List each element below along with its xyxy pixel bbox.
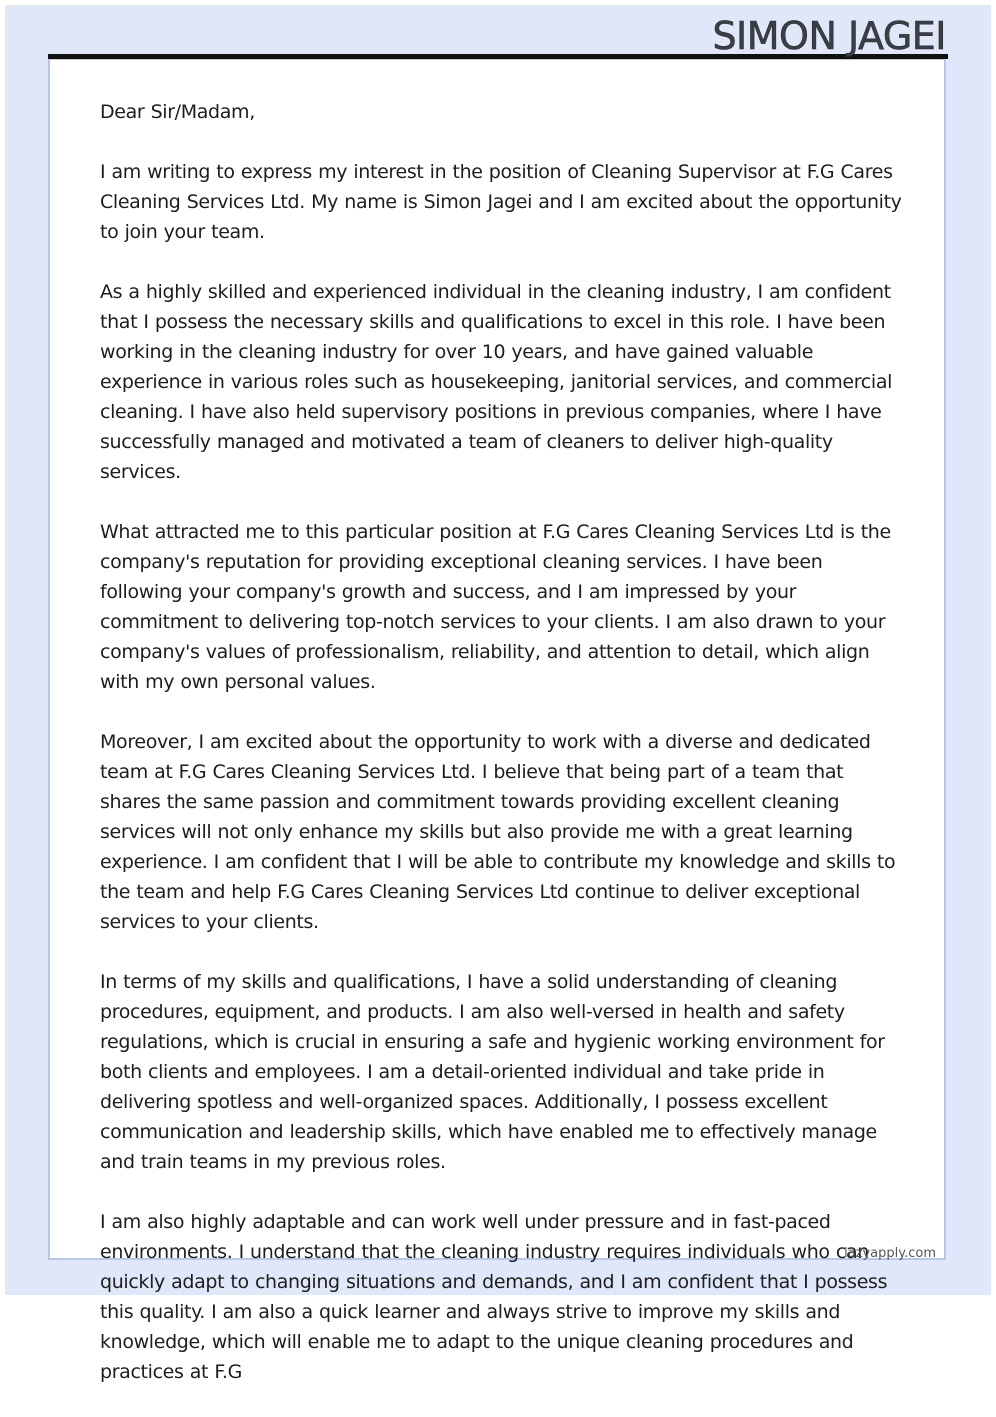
paragraph-intro: I am writing to express my interest in the position of Cleaning Supervisor at F.G Cares Cleaning Services Ltd. My name is Simon Jagei and I am excited about the opportunity to join your team. bbox=[100, 161, 902, 243]
paragraph-adaptability: I am also highly adaptable and can work well under pressure and in fast-paced environments. I understand that the cleaning industry requires individuals who can quickly adapt to changing situations and demands, and I am confident that I possess this quality. I am also a quick learner and always strive to improve my skills and knowledge, which will enable me to adapt to the unique cleaning procedures and practices at F.G bbox=[100, 1211, 888, 1383]
paragraph-team: Moreover, I am excited about the opportunity to work with a diverse and dedicated team at F.G Cares Cleaning Services Ltd. I believe that being part of a team that shares the same passion and commitment towards providing excellent cleaning services will not only enhance my skills but also provide me with a great learning experience. I am confident that I will be able to contribute my knowledge and skills to the team and help F.G Cares Cleaning Services Ltd continue to deliver exceptional services to your clients. bbox=[100, 731, 896, 933]
salutation: Dear Sir/Madam, bbox=[100, 101, 255, 123]
paragraph-skills: In terms of my skills and qualifications, I have a solid understanding of cleaning procedures, equipment, and products. I am also well-versed in health and safety regulations, which is crucial in ensuring a safe and hygienic working environment for both clients and employees. I am a detail-oriented individual and take pride in delivering spotless and well-organized spaces. Additionally, I possess excellent communication and leadership skills, which have enabled me to effectively manage and train teams in my previous roles. bbox=[100, 971, 885, 1173]
letter-body bbox=[100, 97, 902, 1417]
author-name: SIMON JAGEI bbox=[712, 14, 946, 58]
paragraph-motivation: What attracted me to this particular position at F.G Cares Cleaning Services Ltd is the company's reputation for providing exceptional cleaning services. I have been following your company's growth and success, and I am impressed by your commitment to delivering top-notch services to your clients. I am also drawn to your company's values of professionalism, reliability, and attention to detail, which align with my own personal values. bbox=[100, 521, 891, 693]
paragraph-experience: As a highly skilled and experienced individual in the cleaning industry, I am confident that I possess the necessary skills and qualifications to excel in this role. I have been working in the cleaning industry for over 10 years, and have gained valuable experience in various roles such as housekeeping, janitorial services, and commercial cleaning. I have also held supervisory positions in previous companies, where I have successfully managed and motivated a team of cleaners to deliver high-quality services. bbox=[100, 281, 893, 483]
watermark: lazyapply.com bbox=[844, 1246, 936, 1261]
